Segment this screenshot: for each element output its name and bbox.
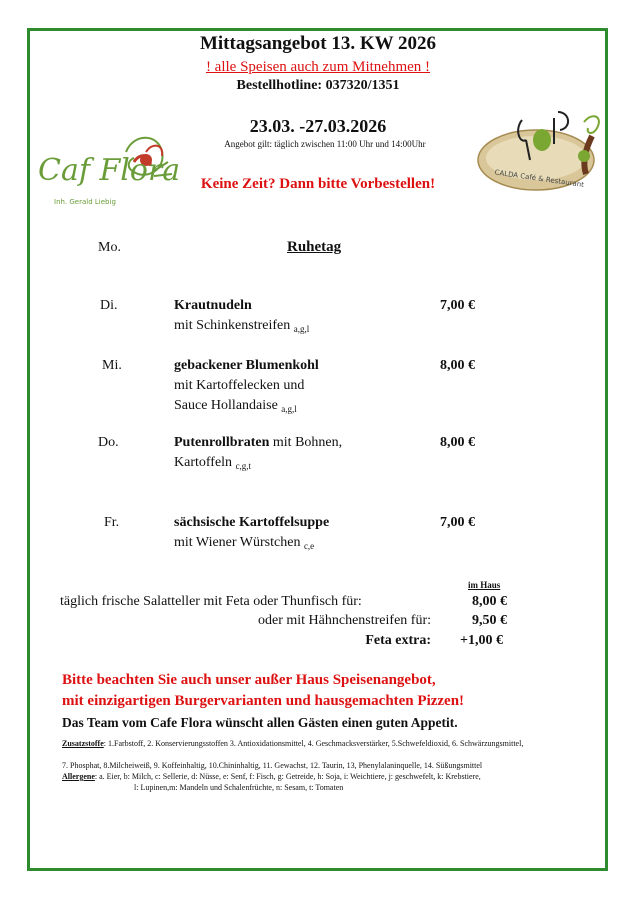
feta-extra-label: Feta extra:: [365, 633, 431, 648]
additives-label: Zusatzstoffe: [62, 739, 104, 748]
date-range: 23.03. -27.03.2026: [249, 116, 387, 136]
dish-name: gebackener Blumenkohl: [174, 358, 319, 373]
day-thu: Do.: [98, 435, 119, 450]
page-title: Mittagsangebot 13. KW 2026: [199, 33, 437, 54]
salad-line-1: täglich frische Salatteller mit Feta oder Thunfisch für:: [60, 594, 362, 609]
promo-line-2: mit einzigartigen Burgervarianten und hausgemachten Pizzen!: [62, 693, 465, 709]
im-haus-label: im Haus: [468, 580, 501, 590]
additives-note: [62, 738, 582, 749]
day-mon: Mo.: [98, 240, 121, 255]
dish-fri: [174, 513, 329, 553]
price-tue: 7,00 €: [440, 298, 475, 313]
calda-logo-text: CALDA Café & Restaurant: [494, 168, 585, 189]
dish-side: Kartoffeln: [174, 455, 233, 470]
logo-text-1: Caf Flora: [38, 153, 181, 188]
allergens-note-2: l: Lupinen,m: Mandeln und Schalenfrüchte, n: Sesam, t: Tomaten: [134, 783, 344, 792]
takeaway-note: ! alle Speisen auch zum Mitnehmen !: [205, 59, 431, 75]
dish-name: Krautnudeln: [174, 298, 252, 313]
dish-side: mit Bohnen,: [272, 435, 343, 450]
allergens: c,e: [303, 541, 315, 551]
opening-hours: Angebot gilt: täglich zwischen 11:00 Uhr und 14:00Uhr: [224, 139, 426, 149]
dish-wed: [174, 356, 319, 416]
day-tue: Di.: [100, 298, 118, 313]
dish-side: Sauce Hollandaise: [174, 398, 278, 413]
allergens: c,g,t: [235, 461, 252, 471]
dish-tue: [174, 296, 309, 336]
team-greeting: Das Team vom Cafe Flora wünscht allen Gästen einen guten Appetit.: [62, 715, 458, 730]
price-fri: 7,00 €: [440, 515, 475, 530]
day-fri: Fr.: [104, 515, 120, 530]
salad-price-1: 8,00 €: [472, 594, 507, 609]
promo-line-1: Bitte beachten Sie auch unser außer Haus Speisenangebot,: [62, 672, 436, 688]
preorder-note: Keine Zeit? Dann bitte Vorbestellen!: [200, 176, 436, 192]
dish-name: sächsische Kartoffelsuppe: [174, 515, 330, 530]
additives-text: : 1.Farbstoff, 2. Konservierungsstoffen 3. Antioxidationsmittel, 4. Geschmacksverstärker, 5.Schwefeldioxid, 6. Schwärzungsmittel,: [103, 739, 524, 748]
price-thu: 8,00 €: [440, 435, 475, 450]
allergens: a,g,l: [281, 404, 297, 414]
dish-name: Putenrollbraten: [174, 435, 270, 450]
price-wed: 8,00 €: [440, 358, 475, 373]
dish-side: mit Kartoffelecken und: [174, 378, 305, 393]
dish-side: mit Schinkenstreifen: [174, 318, 291, 333]
allergens-text: : a. Eier, b: Milch, c: Sellerie, d: Nüsse, e: Senf, f: Fisch, g: Getreide, h: Soja, i: Weichtiere, j: geschwefelt, k: Krebstiere,: [94, 772, 481, 781]
allergens-label: Allergene: [62, 772, 95, 781]
allergens: a,g,l: [293, 324, 310, 334]
hotline: Bestellhotline: 037320/1351: [236, 78, 400, 93]
day-wed: Mi.: [102, 358, 122, 373]
logo-text-2: Inh. Gerald Liebig: [54, 198, 116, 206]
feta-extra-price: +1,00 €: [460, 633, 503, 648]
additives-note-2: 7. Phosphat, 8.Milcheiweiß, 9. Koffeinhaltig, 10.Chininhaltig, 11. Gewachst, 12. Taurin, 13, Phenylalaninquelle, 14. Süßungsmittel: [62, 761, 483, 770]
salad-line-2: oder mit Hähnchenstreifen für:: [258, 613, 431, 628]
allergens-note: [62, 771, 582, 782]
salad-price-2: 9,50 €: [472, 613, 507, 628]
dish-side: mit Wiener Würstchen: [174, 535, 301, 550]
rest-day: Ruhetag: [287, 239, 342, 255]
dish-thu: [174, 433, 342, 473]
